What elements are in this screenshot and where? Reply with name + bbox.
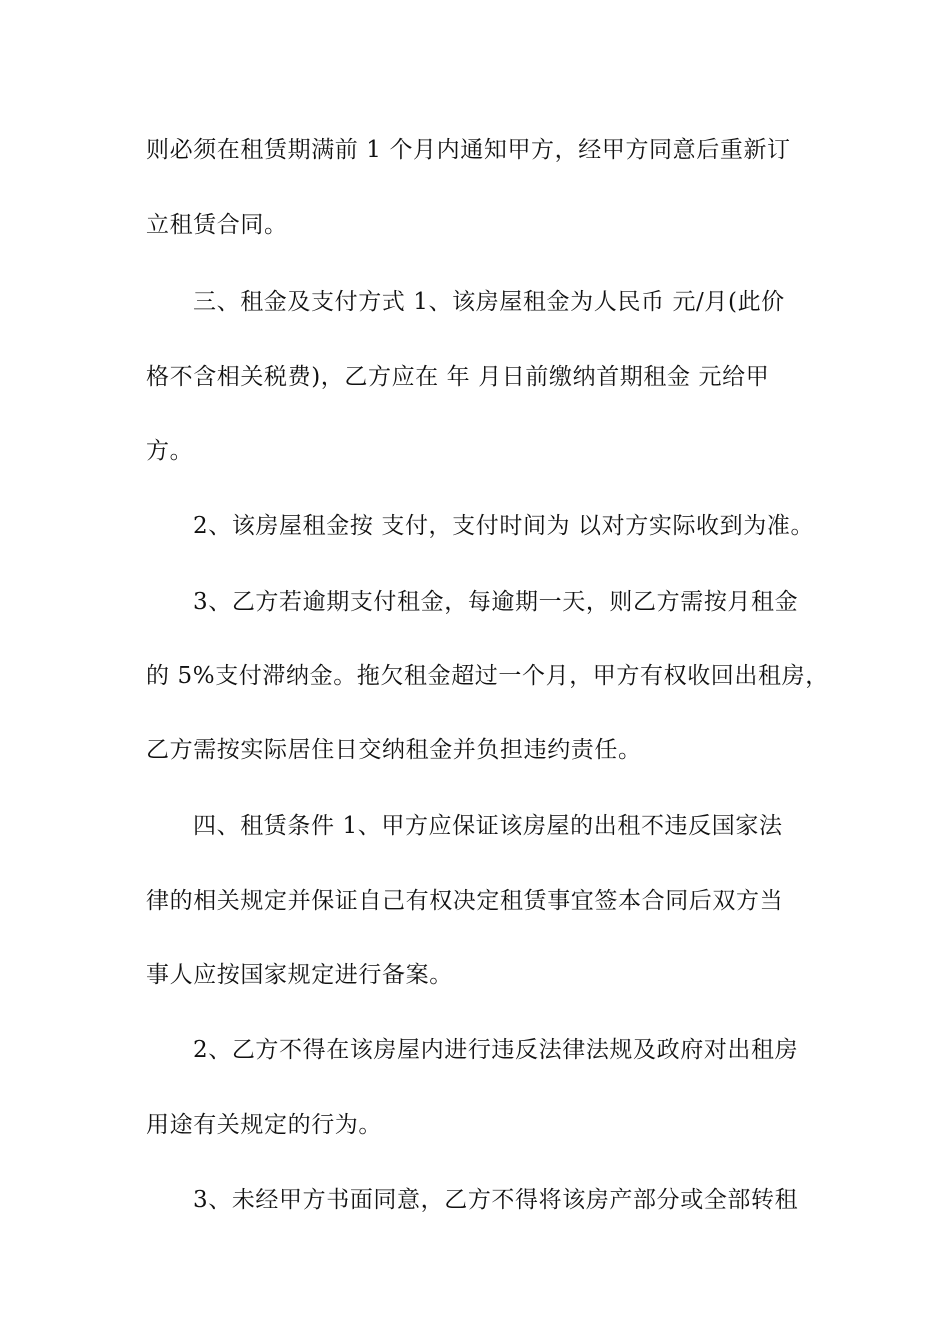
text-line: 方。: [146, 438, 194, 464]
text-line: 的 5%支付滞纳金。拖欠租金超过一个月，甲方有权收回出租房，: [146, 663, 829, 689]
clause-line: 3、乙方若逾期支付租金，每逾期一天，则乙方需按月租金: [193, 589, 799, 615]
text-line: 立租赁合同。: [146, 212, 288, 238]
clause-line: 2、乙方不得在该房屋内进行违反法律法规及政府对出租房: [193, 1037, 799, 1063]
section-heading-line: 四、租赁条件 1、甲方应保证该房屋的出租不违反国家法: [193, 813, 783, 839]
section-heading-line: 三、租金及支付方式 1、该房屋租金为人民币 元/月(此价: [193, 289, 785, 315]
text-line: 律的相关规定并保证自己有权决定租赁事宜签本合同后双方当: [146, 888, 784, 914]
text-line: 事人应按国家规定进行备案。: [146, 962, 453, 988]
clause-line: 2、该房屋租金按 支付，支付时间为 以对方实际收到为准。: [193, 513, 815, 539]
clause-line: 3、未经甲方书面同意，乙方不得将该房产部分或全部转租: [193, 1187, 799, 1213]
text-line: 格不含相关税费)，乙方应在 年 月日前缴纳首期租金 元给甲: [146, 364, 770, 390]
text-line: 用途有关规定的行为。: [146, 1112, 382, 1138]
text-line: 乙方需按实际居住日交纳租金并负担违约责任。: [146, 737, 642, 763]
text-line: 则必须在租赁期满前 1 个月内通知甲方，经甲方同意后重新订: [146, 137, 791, 163]
